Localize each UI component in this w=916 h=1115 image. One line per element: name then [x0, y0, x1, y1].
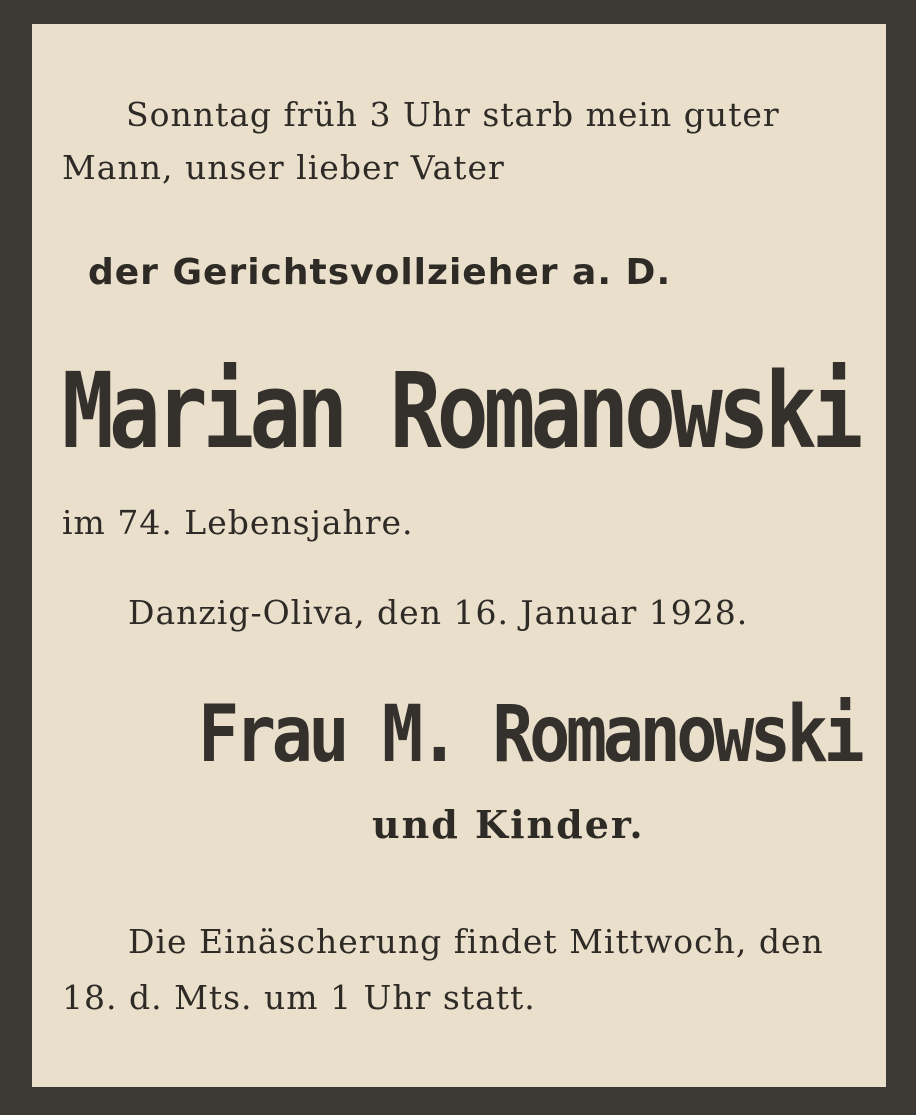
place-date: Danzig-Oliva, den 16. Januar 1928. [128, 593, 749, 632]
deceased-name: Marian Romanowski [62, 350, 859, 472]
intro-line-2: Mann, unser lieber Vater [62, 148, 505, 187]
intro-line-1: Sonntag früh 3 Uhr starb mein guter [126, 95, 780, 134]
mourner-name: Frau M. Romanowski [198, 690, 861, 780]
deceased-title: der Gerichtsvollzieher a. D. [88, 252, 672, 293]
mourning-border-top [0, 0, 916, 24]
mourning-border-left [0, 0, 32, 1115]
age-line: im 74. Lebensjahre. [62, 503, 414, 542]
mourning-border-bottom [0, 1087, 916, 1115]
mourner-family: und Kinder. [372, 802, 645, 847]
mourning-border-right [886, 0, 916, 1115]
cremation-line-2: 18. d. Mts. um 1 Uhr statt. [62, 978, 536, 1017]
cremation-line-1: Die Einäscherung findet Mittwoch, den [128, 922, 824, 961]
